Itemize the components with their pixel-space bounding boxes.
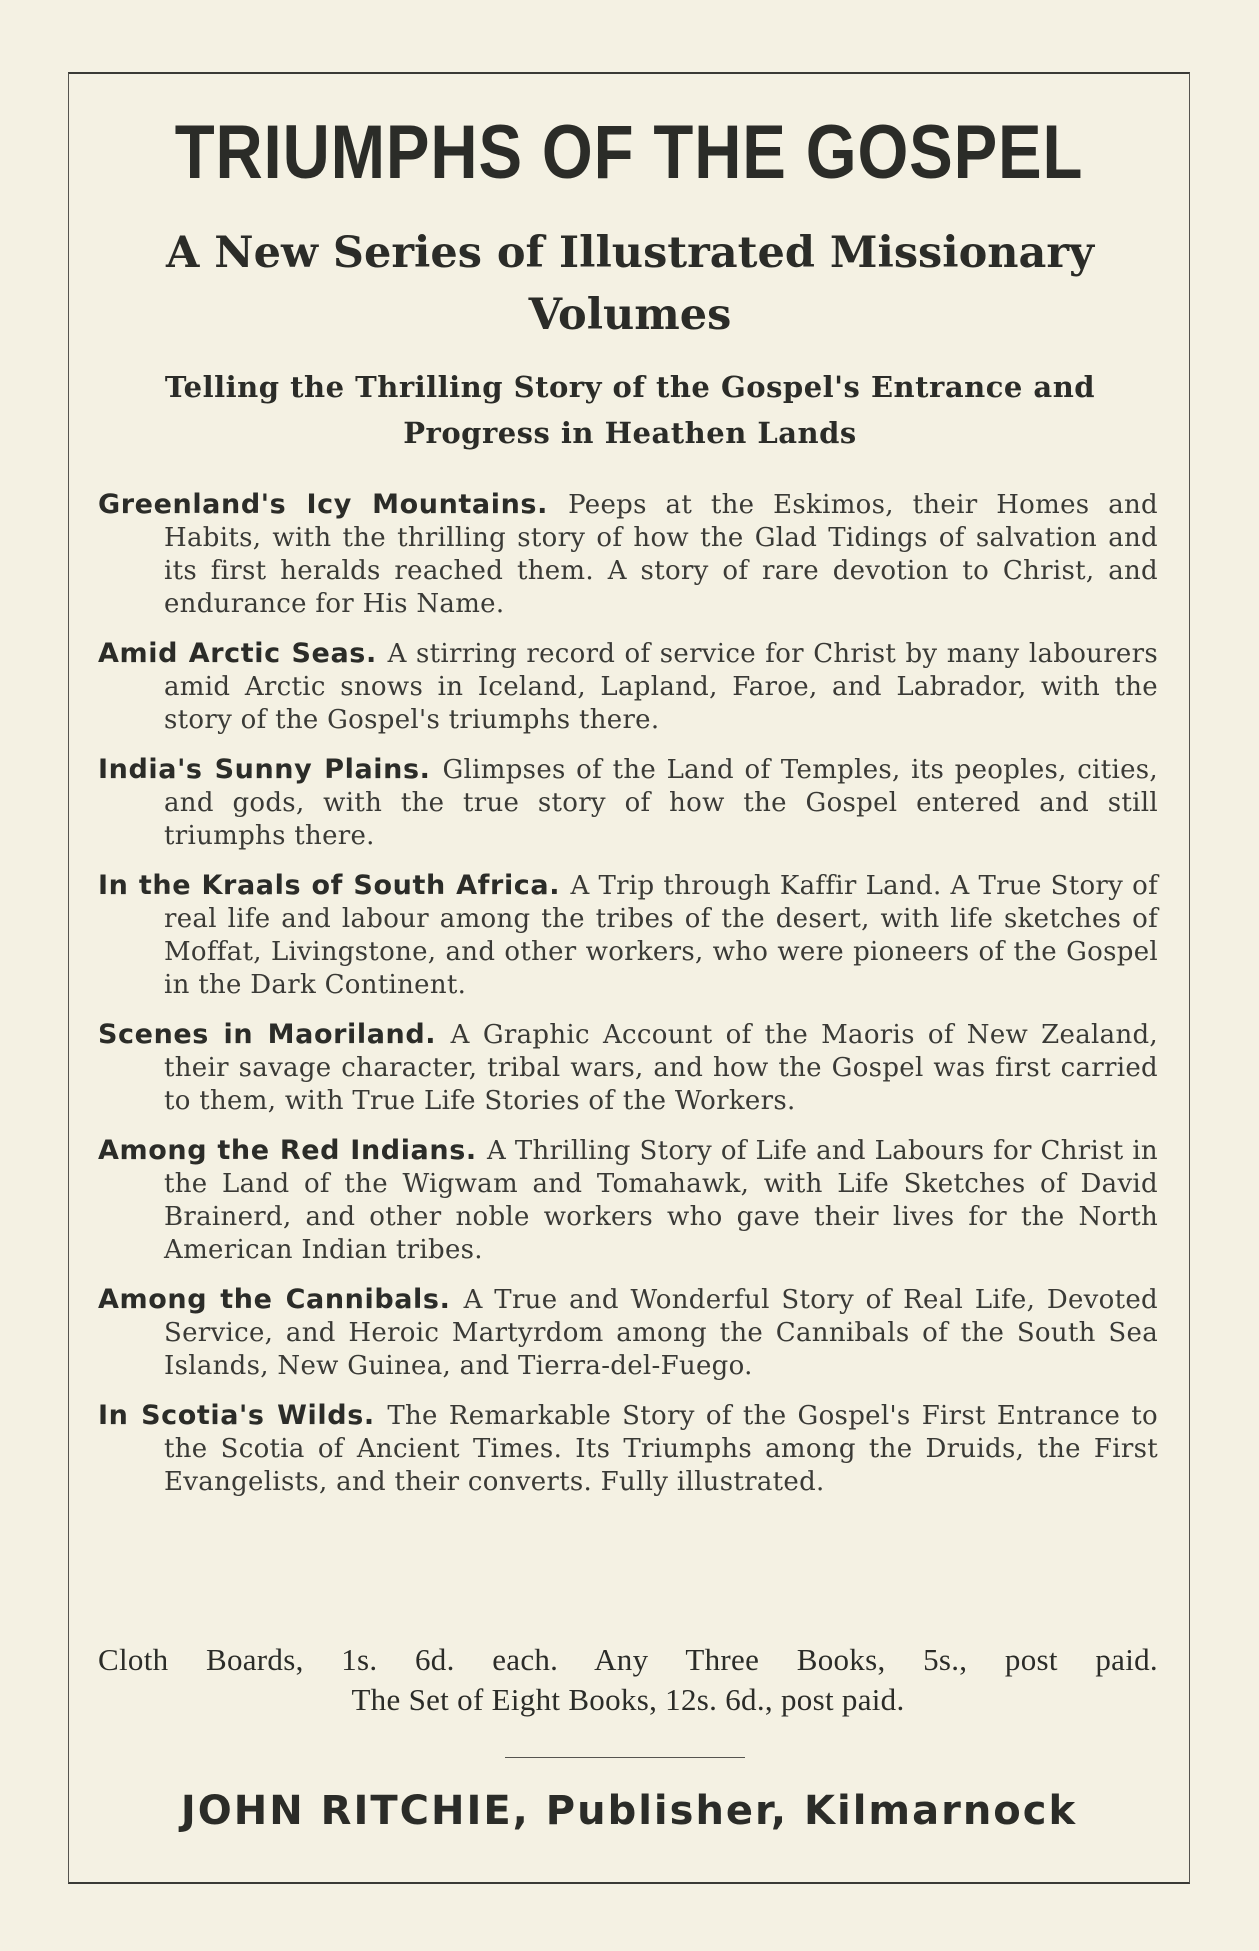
- book-entry: [98, 1399, 1158, 1499]
- book-title: Greenland's Icy Mountains.: [98, 489, 569, 520]
- book-entry: [98, 1134, 1158, 1267]
- book-entry: [98, 1018, 1158, 1118]
- book-title: In Scotia's Wilds.: [98, 1400, 388, 1431]
- book-description: A Thrilling Story of Life and Labours for Christ in the Land of the Wigwam and Tomahawk, with Life Sketches of David Brainerd, and other noble workers who gave their lives for the North American Indian tribes.: [164, 1136, 1158, 1265]
- book-entry: [98, 488, 1158, 621]
- book-title: India's Sunny Plains.: [98, 754, 443, 785]
- book-list: [98, 488, 1158, 1515]
- book-title: Among the Cannibals.: [98, 1284, 464, 1315]
- book-description: A True and Wonderful Story of Real Life, Devoted Service, and Heroic Martyrdom among the Cannibals of the South Sea Islands, New Guinea, and Tierra-del-Fuego.: [164, 1285, 1158, 1381]
- divider: [505, 1757, 745, 1758]
- pricing-line: The Set of Eight Books, 12s. 6d., post paid.: [351, 1682, 905, 1717]
- book-description: Glimpses of the Land of Temples, its peoples, cities, and gods, with the true story of how the Gospel entered and still triumphs there.: [164, 755, 1158, 851]
- book-title: In the Kraals of South Africa.: [98, 870, 571, 901]
- book-description: Peeps at the Eskimos, their Homes and Habits, with the thrilling story of how the Glad Tidings of salvation and its first heralds reached them. A story of rare devotion to Christ, and endurance for His Name.: [164, 490, 1158, 619]
- pricing-line: Cloth Boards, 1s. 6d. each. Any Three Books, 5s., post paid.: [98, 1642, 1158, 1677]
- book-entry: [98, 637, 1158, 737]
- pricing-block: [98, 1640, 1158, 1720]
- book-entry: [98, 869, 1158, 1002]
- book-title: Among the Red Indians.: [98, 1135, 487, 1166]
- book-description: A stirring record of service for Christ by many labourers amid Arctic snows in Iceland, Lapland, Faroe, and Labrador, with the story of the Gospel's triumphs there.: [164, 639, 1158, 735]
- book-entry: [98, 753, 1158, 853]
- book-title: Amid Arctic Seas.: [98, 638, 388, 669]
- publisher-imprint: JOHN RITCHIE, Publisher, Kilmarnock: [180, 1788, 1078, 1834]
- series-subtitle: A New Series of Illustrated Missionary Volumes: [165, 228, 1095, 340]
- book-description: A Trip through Kaffir Land. A True Story of real life and labour among the tribes of the desert, with life sketches of Moffat, Livingstone, and other workers, who were pioneers of the Gospel in the Dark Continent.: [164, 871, 1158, 1000]
- book-description: The Remarkable Story of the Gospel's First Entrance to the Scotia of Ancient Times. Its Triumphs among the Druids, the First Evangelists, and their converts. Fully illustrated.: [164, 1401, 1158, 1497]
- page-title: TRIUMPHS OF THE GOSPEL: [174, 110, 1084, 195]
- book-title: Scenes in Maoriland.: [98, 1019, 451, 1050]
- series-tagline: Telling the Thrilling Story of the Gospel's Entrance and Progress in Heathen Lands: [164, 370, 1096, 450]
- book-entry: [98, 1283, 1158, 1383]
- book-description: A Graphic Account of the Maoris of New Zealand, their savage character, tribal wars, and how the Gospel was first carried to them, with True Life Stories of the Workers.: [164, 1020, 1158, 1116]
